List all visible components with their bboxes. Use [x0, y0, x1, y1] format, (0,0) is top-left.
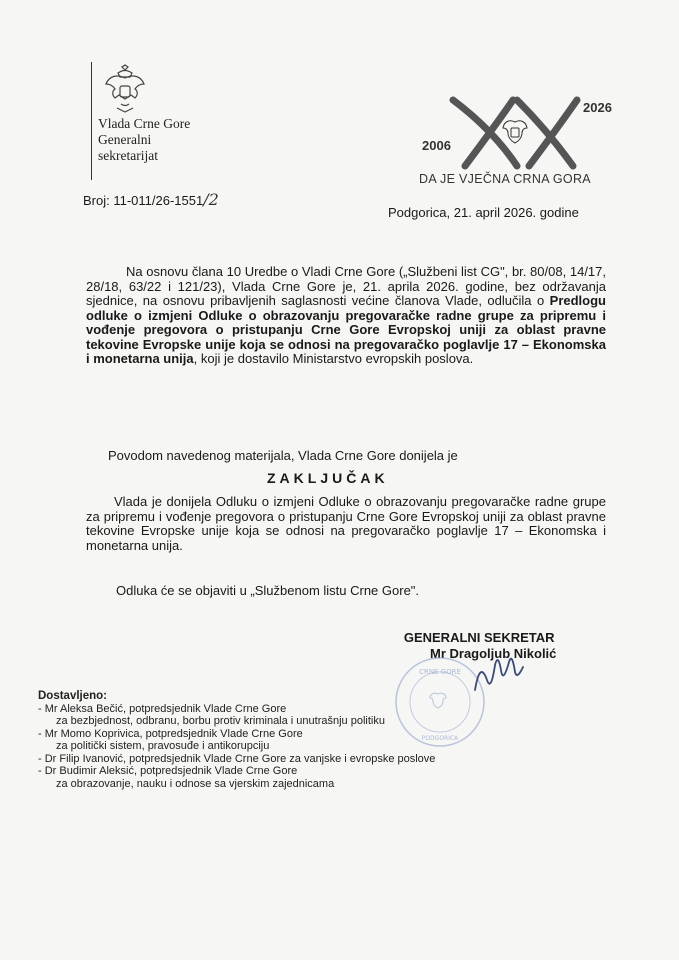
list-item-detail: za politički sistem, pravosuđe i antikorupciju: [56, 740, 270, 752]
list-item-detail: za bezbjednost, odbranu, borbu protiv kriminala i unutrašnju politiku: [56, 715, 385, 727]
intro-subject-bold: Predlogu odluke o izmjeni Odluke o obrazovanju pregovaračke radne grupe za pripremu i vođenje pregovora o pristupanju Crne Gore Evropskoj uniji za oblast pravne tekovine Evropske unije koja se odnosi na pregovaračko poglavlje 17 – Ekonomska i monetarna unija: [86, 293, 606, 366]
logo-year-left: 2006: [422, 138, 451, 153]
list-item: - Mr Aleksa Bečić, potpredsjednik Vlade Crne Gore: [38, 702, 287, 715]
document-date: Podgorica, 21. april 2026. godine: [388, 205, 579, 220]
conclusion-title: ZAKLJUČAK: [267, 470, 389, 486]
anniversary-logo: [405, 92, 620, 192]
intro-text-1: Na osnovu člana 10 Uredbe o Vladi Crne Gore („Službeni list CG", br. 80/08, 14/17, 28/18, 63/22 i 121/23), Vlada Crne Gore je, 21. aprila 2026. godine, bez održavanja sjednice, na osnovu pribavljenih saglasnosti većine članova Vlade, odlučila o: [86, 264, 606, 308]
logo-year-right: 2026: [583, 100, 612, 115]
org-line-1: Vlada Crne Gore: [98, 116, 191, 131]
signatory-role: GENERALNI SEKRETAR: [403, 630, 555, 645]
logo-tagline: DA JE VJEČNA CRNA GORA: [419, 172, 591, 186]
signatory-name: Mr Dragoljub Nikolić: [430, 646, 557, 661]
intro-paragraph: [86, 265, 606, 367]
intro-text-2: , koji je dostavilo Ministarstvo evropskih poslova.: [193, 351, 474, 366]
broj-label: Broj: 11-011/26-1551: [83, 193, 204, 208]
coat-of-arms-icon: [103, 64, 147, 114]
org-line-3: sekretarijat: [98, 148, 158, 163]
reference-number: [83, 190, 219, 209]
stamp-city: PODGORICA: [421, 735, 459, 742]
stamp-text: CRNE GORE: [419, 668, 461, 676]
conclusion-intro: Povodom navedenog materijala, Vlada Crne Gore donijela je: [108, 448, 458, 463]
distribution-list: [38, 690, 518, 790]
broj-handwritten-suffix: /2: [203, 190, 219, 209]
org-name-block: [98, 116, 190, 164]
list-item: - Dr Filip Ivanović, potpredsjednik Vlade Crne Gore za vanjske i evropske poslove: [38, 752, 436, 765]
distribution-heading: Dostavljeno:: [38, 690, 108, 702]
list-item: - Dr Budimir Aleksić, potpredsjednik Vlade Crne Gore: [38, 765, 298, 777]
org-line-2: Generalni: [98, 132, 152, 147]
conclusion-paragraph: Vlada je donijela Odluku o izmjeni Odluke o obrazovanju pregovaračke radne grupe za pripremu i vođenje pregovora o pristupanju Crne Gore Evropskoj uniji za oblast pravne tekovine Evropske unije koja se odnosi na pregovaračko poglavlje 17 – Ekonomska i monetarna unija.: [86, 494, 606, 553]
list-item-detail: za obrazovanje, nauku i odnose sa vjerskim zajednicama: [56, 777, 335, 790]
header-divider: [91, 62, 92, 180]
list-item: - Mr Momo Koprivica, potpredsjednik Vlade Crne Gore: [38, 727, 303, 740]
publication-note: Odluka će se objaviti u „Službenom listu Crne Gore".: [116, 583, 420, 598]
